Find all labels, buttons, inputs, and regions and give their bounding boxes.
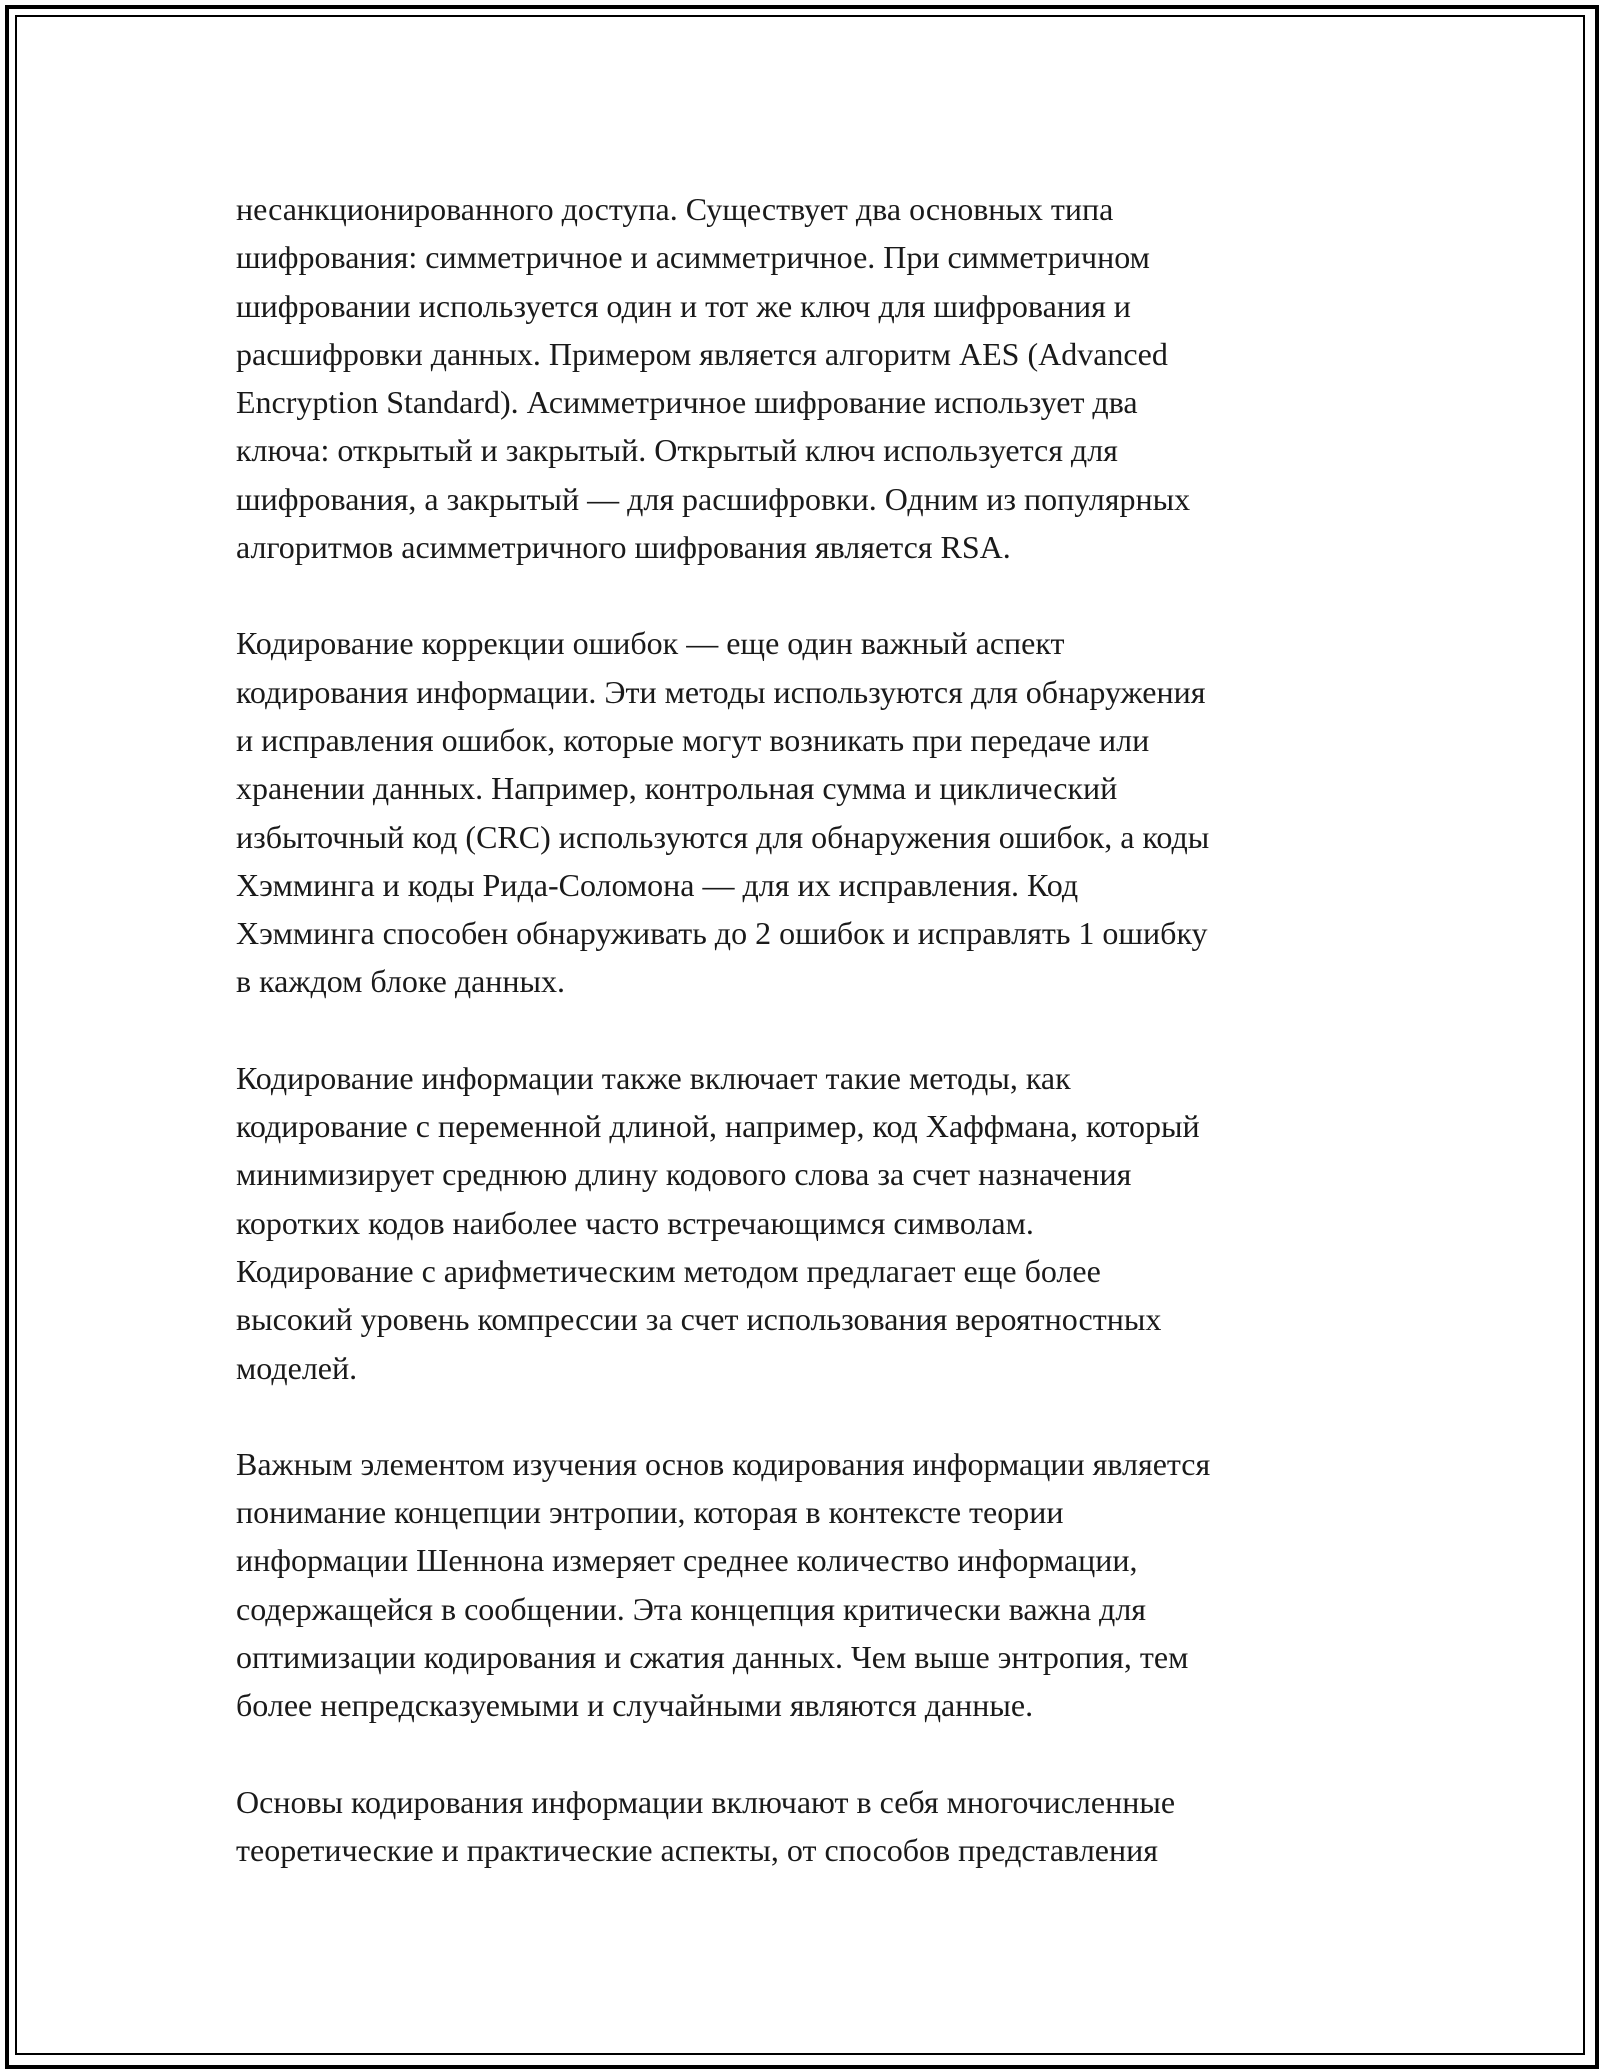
paragraph-variable-length-coding: Кодирование информации также включает такие методы, как кодирование с переменной длиной, например, код Хаффмана, который минимизирует среднюю длину кодового слова за счет назначения коротких кодов наиболее часто встречающимся символам. Кодирование с арифметическим методом предлагает еще более высокий уровень компрессии за счет использования вероятностных моделей. (236, 1059, 1200, 1386)
paragraph-encryption: несанкционированного доступа. Существует два основных типа шифрования: симметричное и асимметричное. При симметричном шифровании используется один и тот же ключ для шифрования и расшифровки данных. Примером является алгоритм AES (Advanced Encryption Standard). Асимметричное шифрование использует два ключа: открытый и закрытый. Открытый ключ используется для шифрования, а закрытый — для расшифровки. Одним из популярных алгоритмов асимметричного шифрования является RSA. (236, 191, 1191, 566)
document-body (236, 185, 1381, 1922)
paragraph-fundamentals: Основы кодирования информации включают в себя многочисленные теоретические и практические аспекты, от способов представления (236, 1783, 1176, 1868)
paragraph-entropy: Важным элементом изучения основ кодирования информации является понимание концепции энтропии, которая в контексте теории информации Шеннона измеряет среднее количество информации, содержащейся в сообщении. Эта концепция критически важна для оптимизации кодирования и сжатия данных. Чем выше энтропия, тем более непредсказуемыми и случайными являются данные. (236, 1445, 1211, 1724)
paragraph-error-correction: Кодирование коррекции ошибок — еще один важный аспект кодирования информации. Эти методы используются для обнаружения и исправления ошибок, которые могут возникать при передаче или хранении данных. Например, контрольная сумма и циклический избыточный код (CRC) используются для обнаружения ошибок, а коды Хэмминга и коды Рида-Соломона — для их исправления. Код Хэмминга способен обнаруживать до 2 ошибок и исправлять 1 ошибку в каждом блоке данных. (236, 625, 1210, 1000)
